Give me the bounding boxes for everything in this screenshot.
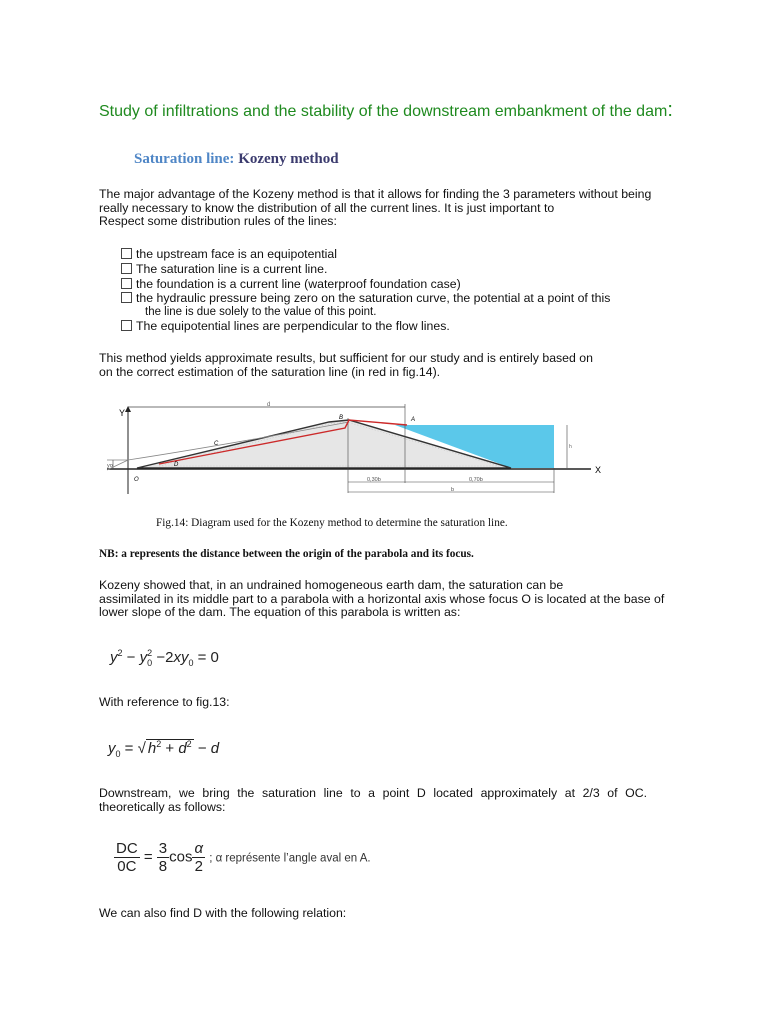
method-line: on the correct estimation of the saturation line (in red in fig.14). <box>99 364 441 379</box>
method-paragraph <box>99 352 593 379</box>
dimension-d-label: d <box>267 402 271 408</box>
rules-list <box>121 247 610 334</box>
dimension-030b-label: 0,30b <box>367 477 381 483</box>
nb-note: NB: a represents the distance between the origin of the parabola and its focus. <box>99 548 474 560</box>
list-item: the hydraulic pressure being zero on the saturation curve, the potential at a point of this <box>121 291 610 306</box>
intro-line: really necessary to know the distribution of all the current lines. It is just important to <box>99 200 555 215</box>
y-axis-label: Y <box>119 408 126 418</box>
kozeny-line: Kozeny showed that, in an undrained homogeneous earth dam, the saturation can be <box>99 578 564 592</box>
point-d-label: D <box>174 462 179 468</box>
point-b-label: B <box>339 415 344 421</box>
list-item: the foundation is a current line (waterproof foundation case) <box>121 277 610 292</box>
list-item: The equipotential lines are perpendicular to the flow lines. <box>121 319 610 334</box>
page-title: Study of infiltrations and the stability of the downstream embankment of the dam: <box>99 99 673 121</box>
kozeny-line: assimilated in its middle part to a parabola with a horizontal axis whose focus O is located at the base of <box>99 591 665 606</box>
kozeny-diagram <box>99 398 609 498</box>
bullet-box-icon <box>121 263 132 274</box>
y0-label: yo <box>107 463 113 469</box>
final-text: We can also find D with the following relation: <box>99 906 347 920</box>
intro-paragraph <box>99 188 651 229</box>
dimension-070b-label: 0,70b <box>469 477 483 483</box>
intro-line: The major advantage of the Kozeny method is that it allows for finding the 3 parameters without being <box>99 187 652 201</box>
list-item: the upstream face is an equipotential <box>121 247 610 262</box>
downstream-line: Downstream, we bring the saturation line to a point D located approximately at 2/3 of OC. <box>99 786 647 800</box>
list-item: The saturation line is a current line. <box>121 262 610 277</box>
section-heading-method: Kozeny method <box>238 151 339 167</box>
bullet-box-icon <box>121 278 132 289</box>
dimension-h-label: h <box>569 444 572 450</box>
downstream-paragraph <box>99 787 647 814</box>
x-axis-label: X <box>595 465 602 475</box>
kozeny-paragraph <box>99 579 664 620</box>
dc-oc-equation: $\frac{DC}{0C}$ = $\frac{3}{8}$ cos $\frac{\alpha}{2}$ ; α représente l’angle aval en A. <box>116 840 371 875</box>
bullet-box-icon <box>121 248 132 259</box>
alpha-note: ; α représente l’angle aval en A. <box>209 852 371 865</box>
section-heading-label: Saturation line: <box>134 151 235 167</box>
dimension-b-label: b <box>451 487 455 493</box>
figure-caption: Fig.14: Diagram used for the Kozeny method to determine the saturation line. <box>156 517 508 529</box>
section-heading <box>134 151 339 168</box>
intro-line: Respect some distribution rules of the lines: <box>99 214 337 229</box>
point-o-label: O <box>134 477 139 483</box>
parabola-equation: $y^2 - y_0^2 -2xy_0 = 0$ <box>110 648 219 668</box>
y0-equation: $y_0$ = √ $h^2 + d^2 - d$ <box>108 739 220 759</box>
downstream-line: theoretically as follows: <box>99 799 226 814</box>
point-a-label: A <box>411 417 416 423</box>
bullet-box-icon <box>121 320 132 331</box>
reference-text: With reference to fig.13: <box>99 695 230 709</box>
list-item-continuation: the line is due solely to the value of this point. <box>145 306 377 319</box>
method-line: This method yields approximate results, but sufficient for our study and is entirely based on <box>99 351 593 365</box>
point-c-label: C <box>214 441 219 447</box>
kozeny-line: lower slope of the dam. The equation of this parabola is written as: <box>99 605 461 620</box>
bullet-box-icon <box>121 292 132 303</box>
